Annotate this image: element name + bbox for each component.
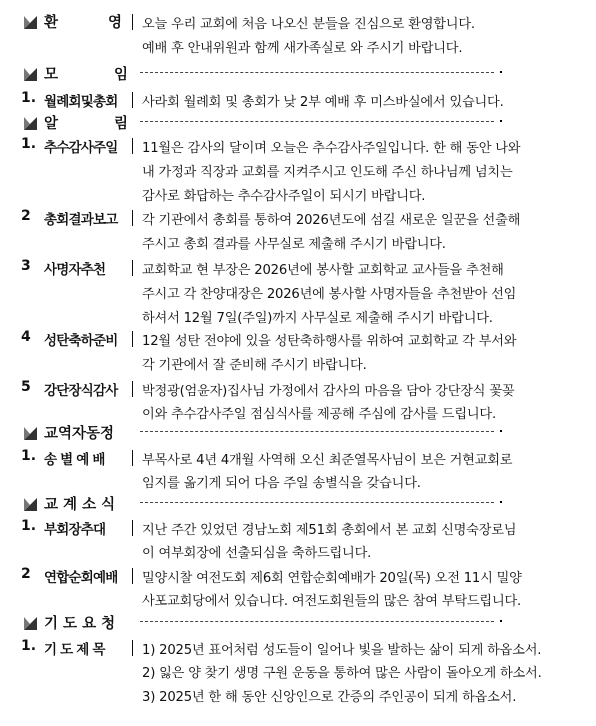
divider-bar <box>132 520 133 536</box>
list-item-continued <box>0 659 596 683</box>
item-title: 월례회및총회 <box>44 94 118 110</box>
dashed-rule <box>140 121 494 122</box>
item-text: 지난 주간 있었던 경남노회 제51회 총회에서 본 교회 신명숙장로님 <box>142 523 517 538</box>
prayer-section-header <box>0 611 596 635</box>
item-text: 3) 2025년 한 해 동안 신앙인으로 간증의 주인공이 되게 하옵소서. <box>142 690 517 705</box>
section-marker-icon <box>24 16 37 29</box>
divider-bar <box>132 450 133 466</box>
divider-bar <box>132 568 133 584</box>
list-item-continued <box>0 469 596 493</box>
news-section-header <box>0 492 596 516</box>
section-label-meeting: 모 임 <box>44 67 128 83</box>
item-number: 2 <box>21 208 31 224</box>
item-title: 연합순회예배 <box>44 570 118 586</box>
list-item-continued <box>0 182 596 206</box>
list-item-continued <box>0 230 596 254</box>
divider-bar <box>132 92 133 108</box>
rule-end-dot <box>500 120 502 122</box>
item-title: 성탄축하준비 <box>44 333 118 349</box>
item-text: 감사로 화답하는 추수감사주일이 되시기 바랍니다. <box>142 189 426 204</box>
list-item <box>0 206 596 230</box>
item-text: 각 기관에서 잘 준비해 주시기 바랍니다. <box>142 358 367 373</box>
divider-bar <box>132 640 133 656</box>
item-text: 내 가정과 직장과 교회를 지켜주시고 인도해 주신 하나님께 넘치는 <box>142 165 513 180</box>
item-number: 1. <box>21 448 37 464</box>
item-number: 4 <box>21 329 31 345</box>
divider-bar <box>132 14 133 30</box>
section-marker-icon <box>24 498 37 511</box>
item-text: 이 여부회장에 선출되심을 축하드립니다. <box>142 546 372 561</box>
section-label-welcome: 환 영 <box>44 15 122 31</box>
welcome-text-2: 예배 후 안내위원과 함께 새가족실로 와 주시기 바랍니다. <box>142 41 463 56</box>
item-text: 이와 추수감사주일 점심식사를 제공해 주심에 감사를 드립니다. <box>142 407 496 422</box>
item-number: 1. <box>21 518 37 534</box>
item-number: 5 <box>21 379 31 395</box>
list-item <box>0 134 596 158</box>
item-title: 부회장추대 <box>44 522 106 538</box>
divider-bar <box>132 138 133 154</box>
list-item <box>0 636 596 660</box>
meeting-section-header <box>0 62 596 86</box>
item-text: 주시고 각 찬양대장은 2026년에 봉사할 사명자들을 추천받아 선임 <box>142 287 517 302</box>
rule-end-dot <box>500 501 502 503</box>
dashed-rule <box>140 502 494 503</box>
item-title: 기 도 제 목 <box>44 642 105 658</box>
list-item-continued <box>0 304 596 328</box>
list-item-continued <box>0 280 596 304</box>
welcome-continued <box>0 34 596 58</box>
dashed-rule <box>140 72 494 73</box>
item-text: 주시고 총회 결과를 사무실로 제출해 주시기 바랍니다. <box>142 237 446 252</box>
item-title: 사명자추천 <box>44 262 106 278</box>
dashed-rule <box>140 621 494 622</box>
welcome-text-1: 오늘 우리 교회에 처음 나오신 분들을 진심으로 환영합니다. <box>142 17 475 32</box>
divider-bar <box>132 210 133 226</box>
divider-bar <box>132 260 133 276</box>
welcome-section <box>0 10 596 34</box>
item-text: 밀양시찰 여전도회 제6회 연합순회예배가 20일(목) 오전 11시 밀양 <box>142 571 522 586</box>
section-marker-icon <box>24 617 37 630</box>
item-text: 각 기관에서 총회를 통하여 2026년도에 섬길 새로운 일꾼을 선출해 <box>142 213 521 228</box>
section-label-minister: 교역자동정 <box>44 426 115 442</box>
item-title: 송 별 예 배 <box>44 452 105 468</box>
list-item-continued <box>0 683 596 707</box>
item-title: 강단장식감사 <box>44 383 118 399</box>
item-text: 박정광(엄윤자)집사님 가정에서 감사의 마음을 담아 강단장식 꽃꽂 <box>142 384 515 399</box>
dashed-rule <box>140 431 494 432</box>
item-text: 1) 2025년 표어처럼 성도들이 일어나 빛을 발하는 삶이 되게 하옵소서. <box>142 643 542 658</box>
item-text: 사포교회당에서 있습니다. 여전도회원들의 많은 참여 부탁드립니다. <box>142 594 522 609</box>
item-text: 2) 잃은 양 찾기 생명 구원 운동을 통하여 많은 사람이 돌아오게 하소서. <box>142 666 542 681</box>
list-item <box>0 256 596 280</box>
list-item <box>0 377 596 401</box>
section-label-notice: 알 림 <box>44 116 128 132</box>
section-label-news: 교 계 소 식 <box>44 497 116 513</box>
item-number: 2 <box>21 566 31 582</box>
section-marker-icon <box>24 68 37 81</box>
rule-end-dot <box>500 430 502 432</box>
list-item-continued <box>0 539 596 563</box>
section-label-prayer: 기 도 요 청 <box>44 616 116 632</box>
item-text: 하셔서 12월 7일(주일)까지 사무실로 제출해 주시기 바랍니다. <box>142 311 493 326</box>
list-item <box>0 564 596 588</box>
item-text: 11월은 감사의 달이며 오늘은 추수감사주일입니다. 한 해 동안 나와 <box>142 141 521 156</box>
section-marker-icon <box>24 427 37 440</box>
item-title: 총회결과보고 <box>44 212 118 228</box>
item-number: 1. <box>21 90 37 106</box>
item-text: 임지를 옮기게 되어 다음 주일 송별식을 갖습니다. <box>142 476 421 491</box>
list-item <box>0 516 596 540</box>
item-number: 3 <box>21 258 31 274</box>
list-item <box>0 327 596 351</box>
item-text: 사라회 월례회 및 총회가 낮 2부 예배 후 미스바실에서 있습니다. <box>142 95 504 110</box>
list-item <box>0 88 596 112</box>
rule-end-dot <box>500 620 502 622</box>
item-text: 부목사로 4년 4개월 사역해 오신 최준열목사님이 보은 거현교회로 <box>142 453 513 468</box>
divider-bar <box>132 331 133 347</box>
list-item-continued <box>0 587 596 611</box>
item-text: 교회학교 현 부장은 2026년에 봉사할 교회학교 교사들을 추천해 <box>142 263 504 278</box>
item-text: 12월 성탄 전야에 있을 성탄축하행사를 위하여 교회학교 각 부서와 <box>142 334 517 349</box>
list-item-continued <box>0 158 596 182</box>
minister-section-header <box>0 421 596 445</box>
rule-end-dot <box>500 71 502 73</box>
list-item <box>0 446 596 470</box>
list-item-continued <box>0 351 596 375</box>
section-marker-icon <box>24 117 37 130</box>
notice-section-header <box>0 111 596 135</box>
item-title: 추수감사주일 <box>44 140 118 156</box>
divider-bar <box>132 381 133 397</box>
item-number: 1. <box>21 638 37 654</box>
item-number: 1. <box>21 136 37 152</box>
